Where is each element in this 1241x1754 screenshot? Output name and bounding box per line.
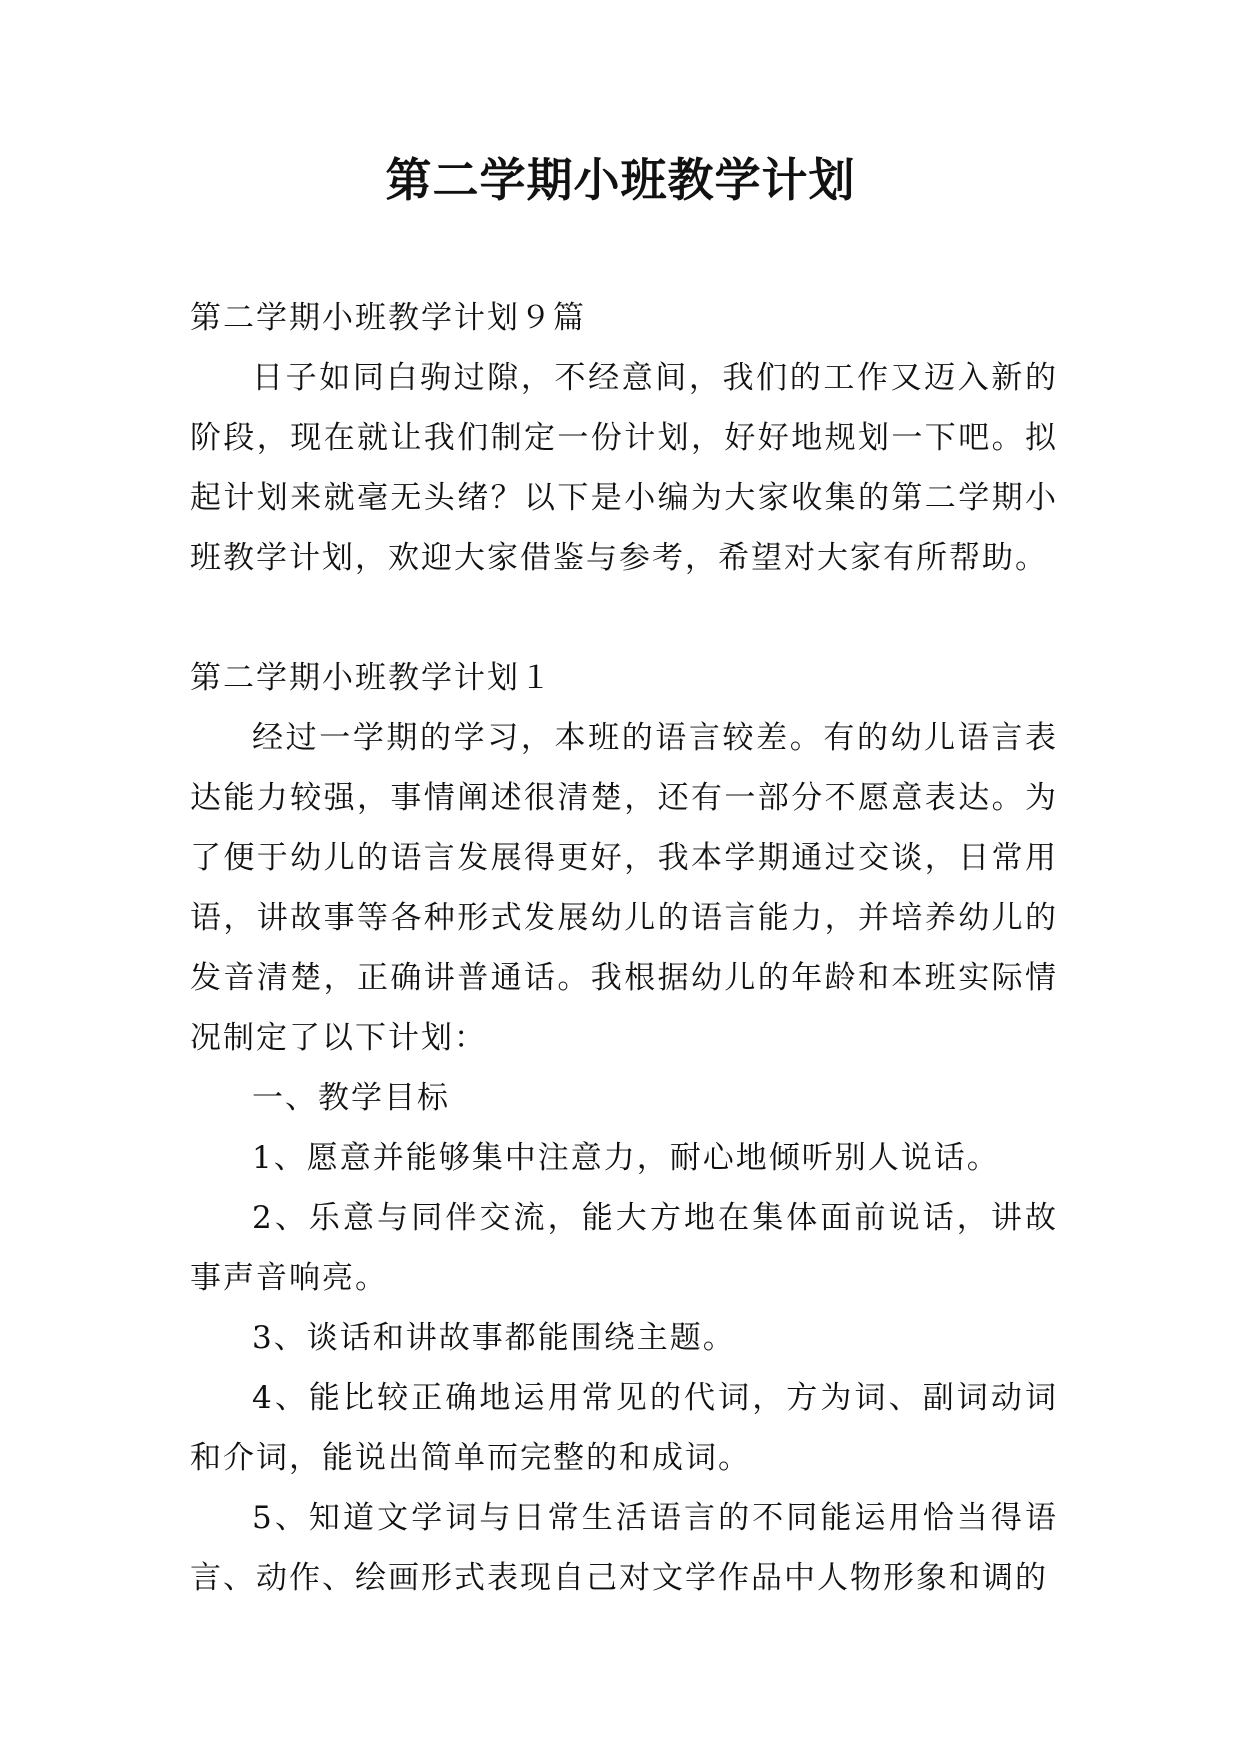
- section-heading: 第二学期小班教学计划１: [190, 660, 553, 696]
- goal-item-5: 5、知道文学词与日常生活语言的不同能运用恰当得语言、动作、绘画形式表现自己对文学作品中人物形象和调的: [190, 1500, 1058, 1596]
- document-subtitle: 第二学期小班教学计划９篇: [190, 300, 586, 336]
- goal-item-2: 2、乐意与同伴交流，能大方地在集体面前说话，讲故事声音响亮。: [190, 1200, 1058, 1296]
- paragraph-spacer: [190, 588, 1058, 648]
- document-title: 第二学期小班教学计划: [385, 153, 856, 207]
- goal-item-3: 3、谈话和讲故事都能围绕主题。: [252, 1320, 736, 1356]
- goal-item-1: 1、愿意并能够集中注意力，耐心地倾听别人说话。: [252, 1140, 1000, 1176]
- section-intro-paragraph: 经过一学期的学习，本班的语言较差。有的幼儿语言表达能力较强，事情阐述很清楚，还有一部分不愿意表达。为了便于幼儿的语言发展得更好，我本学期通过交谈，日常用语，讲故事等各种形式发展幼儿的语言能力，并培养幼儿的发音清楚，正确讲普通话。我根据幼儿的年龄和本班实际情况制定了以下计划：: [190, 720, 1058, 1056]
- goals-heading: 一、教学目标: [252, 1080, 450, 1116]
- goal-item-4: 4、能比较正确地运用常见的代词，方为词、副词动词和介词，能说出简单而完整的和成词。: [190, 1380, 1058, 1476]
- intro-paragraph: 日子如同白驹过隙，不经意间，我们的工作又迈入新的阶段，现在就让我们制定一份计划，好好地规划一下吧。拟起计划来就毫无头绪？以下是小编为大家收集的第二学期小班教学计划，欢迎大家借鉴与参考，希望对大家有所帮助。: [190, 360, 1058, 576]
- document-body: [190, 288, 1058, 1608]
